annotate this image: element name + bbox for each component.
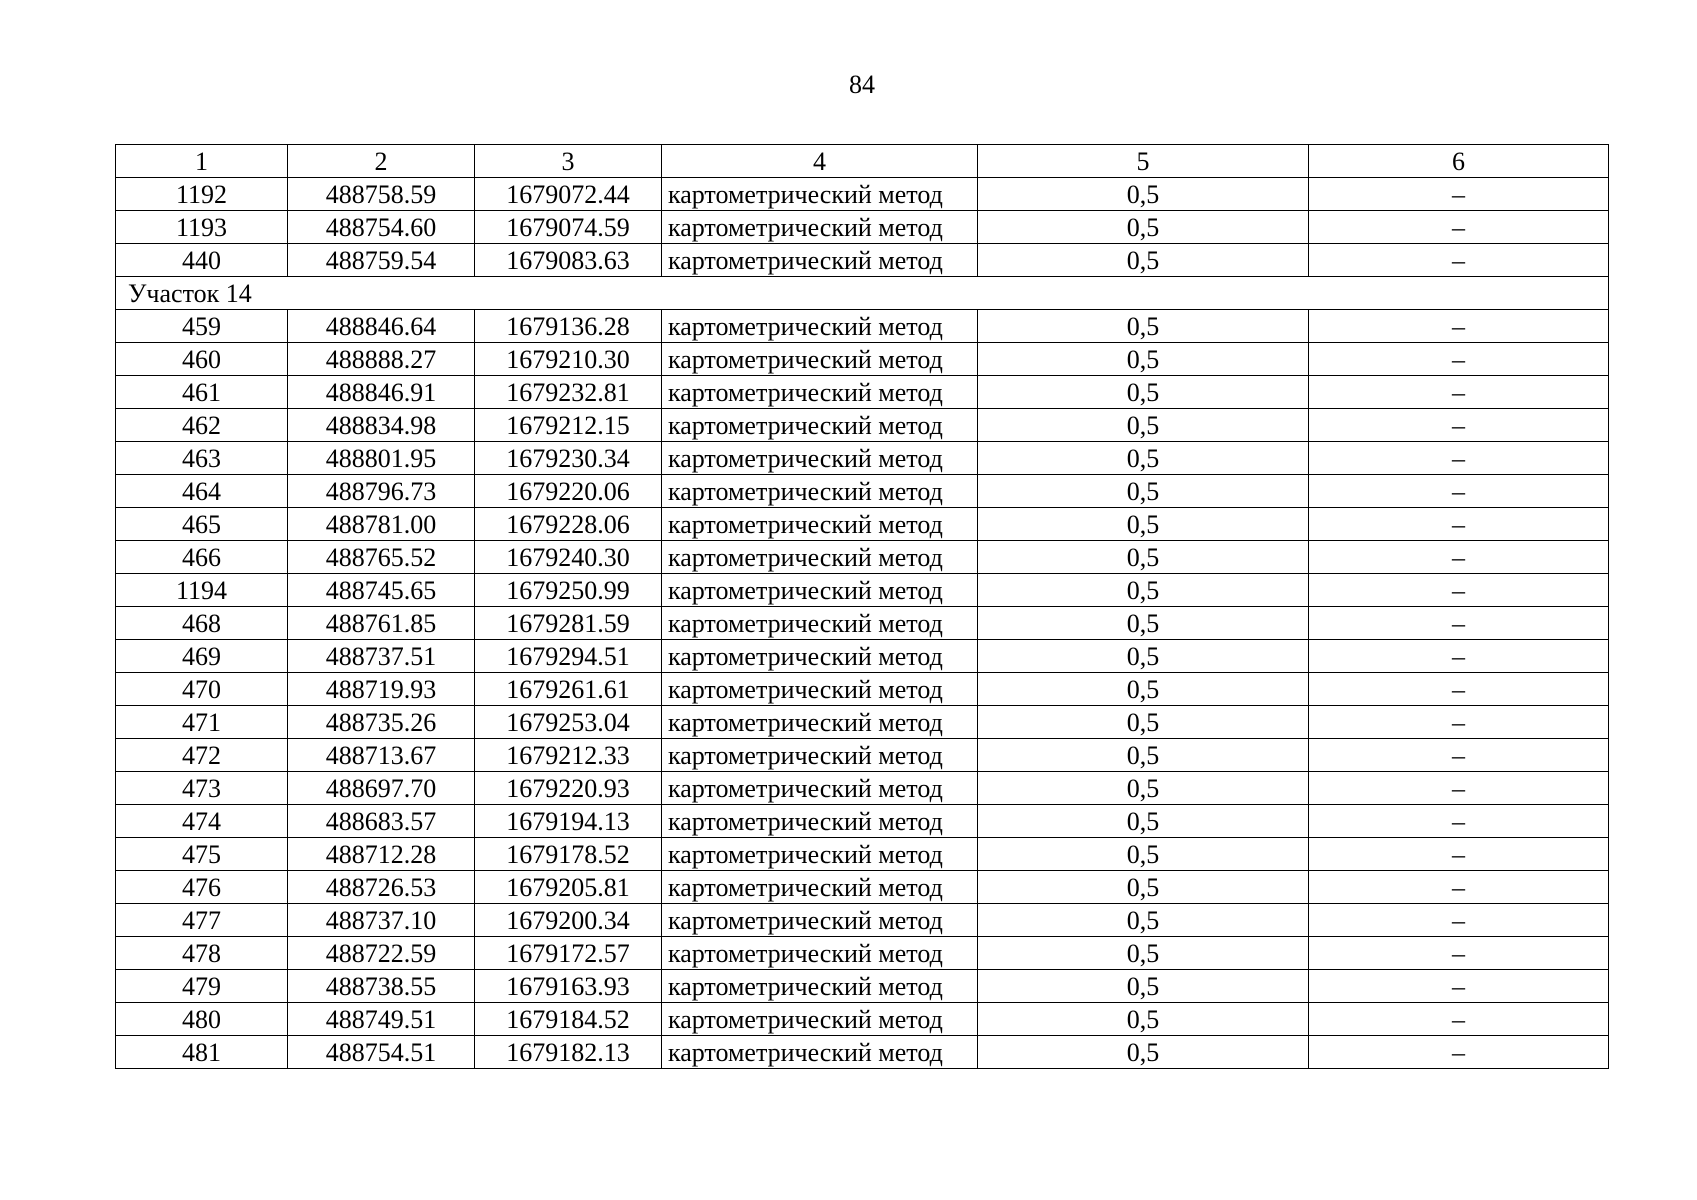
method-cell: картометрический метод (662, 541, 978, 574)
y-coordinate-cell: 1679228.06 (475, 508, 662, 541)
accuracy-cell: 0,5 (978, 904, 1309, 937)
point-number-cell: 1193 (116, 211, 288, 244)
note-cell: – (1309, 376, 1609, 409)
method-cell: картометрический метод (662, 607, 978, 640)
table-row (116, 838, 1609, 871)
accuracy-cell: 0,5 (978, 805, 1309, 838)
point-number-cell: 472 (116, 739, 288, 772)
accuracy-cell: 0,5 (978, 673, 1309, 706)
point-number-cell: 473 (116, 772, 288, 805)
x-coordinate-cell: 488738.55 (288, 970, 475, 1003)
table-row (116, 805, 1609, 838)
method-cell: картометрический метод (662, 475, 978, 508)
table-row (116, 508, 1609, 541)
table-row (116, 310, 1609, 343)
table-row (116, 376, 1609, 409)
point-number-cell: 468 (116, 607, 288, 640)
column-header: 3 (475, 145, 662, 178)
y-coordinate-cell: 1679178.52 (475, 838, 662, 871)
section-title-row (116, 277, 1609, 310)
accuracy-cell: 0,5 (978, 1036, 1309, 1069)
table-row (116, 475, 1609, 508)
point-number-cell: 464 (116, 475, 288, 508)
y-coordinate-cell: 1679083.63 (475, 244, 662, 277)
point-number-cell: 481 (116, 1036, 288, 1069)
note-cell: – (1309, 343, 1609, 376)
accuracy-cell: 0,5 (978, 244, 1309, 277)
table-row (116, 442, 1609, 475)
table-row (116, 1003, 1609, 1036)
column-header: 2 (288, 145, 475, 178)
note-cell: – (1309, 1036, 1609, 1069)
x-coordinate-cell: 488761.85 (288, 607, 475, 640)
method-cell: картометрический метод (662, 937, 978, 970)
point-number-cell: 1194 (116, 574, 288, 607)
y-coordinate-cell: 1679250.99 (475, 574, 662, 607)
column-header: 4 (662, 145, 978, 178)
note-cell: – (1309, 937, 1609, 970)
x-coordinate-cell: 488765.52 (288, 541, 475, 574)
x-coordinate-cell: 488796.73 (288, 475, 475, 508)
table-row (116, 673, 1609, 706)
coordinates-table (115, 144, 1609, 1069)
y-coordinate-cell: 1679253.04 (475, 706, 662, 739)
table-row (116, 739, 1609, 772)
note-cell: – (1309, 475, 1609, 508)
accuracy-cell: 0,5 (978, 838, 1309, 871)
y-coordinate-cell: 1679194.13 (475, 805, 662, 838)
point-number-cell: 460 (116, 343, 288, 376)
point-number-cell: 463 (116, 442, 288, 475)
note-cell: – (1309, 904, 1609, 937)
table-row (116, 640, 1609, 673)
note-cell: – (1309, 673, 1609, 706)
point-number-cell: 469 (116, 640, 288, 673)
table-body (116, 145, 1609, 1069)
table-row (116, 541, 1609, 574)
column-header: 5 (978, 145, 1309, 178)
accuracy-cell: 0,5 (978, 640, 1309, 673)
accuracy-cell: 0,5 (978, 178, 1309, 211)
accuracy-cell: 0,5 (978, 475, 1309, 508)
table-row (116, 904, 1609, 937)
x-coordinate-cell: 488846.91 (288, 376, 475, 409)
note-cell: – (1309, 640, 1609, 673)
method-cell: картометрический метод (662, 640, 978, 673)
point-number-cell: 479 (116, 970, 288, 1003)
table-row (116, 409, 1609, 442)
method-cell: картометрический метод (662, 442, 978, 475)
note-cell: – (1309, 244, 1609, 277)
y-coordinate-cell: 1679074.59 (475, 211, 662, 244)
method-cell: картометрический метод (662, 310, 978, 343)
note-cell: – (1309, 607, 1609, 640)
y-coordinate-cell: 1679172.57 (475, 937, 662, 970)
point-number-cell: 466 (116, 541, 288, 574)
point-number-cell: 1192 (116, 178, 288, 211)
note-cell: – (1309, 772, 1609, 805)
y-coordinate-cell: 1679281.59 (475, 607, 662, 640)
y-coordinate-cell: 1679240.30 (475, 541, 662, 574)
table-row (116, 937, 1609, 970)
method-cell: картометрический метод (662, 409, 978, 442)
point-number-cell: 459 (116, 310, 288, 343)
method-cell: картометрический метод (662, 739, 978, 772)
method-cell: картометрический метод (662, 673, 978, 706)
y-coordinate-cell: 1679220.06 (475, 475, 662, 508)
y-coordinate-cell: 1679163.93 (475, 970, 662, 1003)
accuracy-cell: 0,5 (978, 541, 1309, 574)
x-coordinate-cell: 488737.51 (288, 640, 475, 673)
note-cell: – (1309, 739, 1609, 772)
accuracy-cell: 0,5 (978, 409, 1309, 442)
table-header-row (116, 145, 1609, 178)
page-number: 84 (849, 70, 875, 99)
method-cell: картометрический метод (662, 343, 978, 376)
y-coordinate-cell: 1679136.28 (475, 310, 662, 343)
point-number-cell: 475 (116, 838, 288, 871)
method-cell: картометрический метод (662, 772, 978, 805)
x-coordinate-cell: 488719.93 (288, 673, 475, 706)
point-number-cell: 462 (116, 409, 288, 442)
method-cell: картометрический метод (662, 805, 978, 838)
point-number-cell: 471 (116, 706, 288, 739)
x-coordinate-cell: 488726.53 (288, 871, 475, 904)
method-cell: картометрический метод (662, 376, 978, 409)
accuracy-cell: 0,5 (978, 211, 1309, 244)
note-cell: – (1309, 970, 1609, 1003)
accuracy-cell: 0,5 (978, 574, 1309, 607)
column-header: 6 (1309, 145, 1609, 178)
point-number-cell: 477 (116, 904, 288, 937)
y-coordinate-cell: 1679205.81 (475, 871, 662, 904)
y-coordinate-cell: 1679200.34 (475, 904, 662, 937)
method-cell: картометрический метод (662, 178, 978, 211)
table-row (116, 970, 1609, 1003)
note-cell: – (1309, 178, 1609, 211)
point-number-cell: 470 (116, 673, 288, 706)
method-cell: картометрический метод (662, 1003, 978, 1036)
accuracy-cell: 0,5 (978, 607, 1309, 640)
x-coordinate-cell: 488754.60 (288, 211, 475, 244)
x-coordinate-cell: 488713.67 (288, 739, 475, 772)
point-number-cell: 478 (116, 937, 288, 970)
accuracy-cell: 0,5 (978, 442, 1309, 475)
table-row (116, 706, 1609, 739)
method-cell: картометрический метод (662, 970, 978, 1003)
note-cell: – (1309, 508, 1609, 541)
table-row (116, 1036, 1609, 1069)
x-coordinate-cell: 488712.28 (288, 838, 475, 871)
method-cell: картометрический метод (662, 574, 978, 607)
accuracy-cell: 0,5 (978, 871, 1309, 904)
note-cell: – (1309, 838, 1609, 871)
y-coordinate-cell: 1679212.33 (475, 739, 662, 772)
method-cell: картометрический метод (662, 838, 978, 871)
accuracy-cell: 0,5 (978, 772, 1309, 805)
y-coordinate-cell: 1679182.13 (475, 1036, 662, 1069)
point-number-cell: 476 (116, 871, 288, 904)
table-row (116, 244, 1609, 277)
x-coordinate-cell: 488834.98 (288, 409, 475, 442)
y-coordinate-cell: 1679261.61 (475, 673, 662, 706)
x-coordinate-cell: 488888.27 (288, 343, 475, 376)
section-title: Участок 14 (116, 277, 1609, 310)
accuracy-cell: 0,5 (978, 310, 1309, 343)
note-cell: – (1309, 706, 1609, 739)
note-cell: – (1309, 871, 1609, 904)
accuracy-cell: 0,5 (978, 376, 1309, 409)
x-coordinate-cell: 488737.10 (288, 904, 475, 937)
table-row (116, 343, 1609, 376)
x-coordinate-cell: 488801.95 (288, 442, 475, 475)
accuracy-cell: 0,5 (978, 739, 1309, 772)
table-row (116, 871, 1609, 904)
note-cell: – (1309, 541, 1609, 574)
accuracy-cell: 0,5 (978, 508, 1309, 541)
method-cell: картометрический метод (662, 1036, 978, 1069)
x-coordinate-cell: 488781.00 (288, 508, 475, 541)
method-cell: картометрический метод (662, 508, 978, 541)
y-coordinate-cell: 1679294.51 (475, 640, 662, 673)
point-number-cell: 461 (116, 376, 288, 409)
accuracy-cell: 0,5 (978, 937, 1309, 970)
note-cell: – (1309, 805, 1609, 838)
table-row (116, 574, 1609, 607)
point-number-cell: 440 (116, 244, 288, 277)
point-number-cell: 465 (116, 508, 288, 541)
column-header: 1 (116, 145, 288, 178)
table-row (116, 772, 1609, 805)
note-cell: – (1309, 442, 1609, 475)
x-coordinate-cell: 488759.54 (288, 244, 475, 277)
table-row (116, 211, 1609, 244)
y-coordinate-cell: 1679212.15 (475, 409, 662, 442)
x-coordinate-cell: 488683.57 (288, 805, 475, 838)
note-cell: – (1309, 574, 1609, 607)
x-coordinate-cell: 488697.70 (288, 772, 475, 805)
x-coordinate-cell: 488846.64 (288, 310, 475, 343)
x-coordinate-cell: 488735.26 (288, 706, 475, 739)
x-coordinate-cell: 488754.51 (288, 1036, 475, 1069)
accuracy-cell: 0,5 (978, 970, 1309, 1003)
accuracy-cell: 0,5 (978, 1003, 1309, 1036)
method-cell: картометрический метод (662, 211, 978, 244)
point-number-cell: 480 (116, 1003, 288, 1036)
y-coordinate-cell: 1679184.52 (475, 1003, 662, 1036)
x-coordinate-cell: 488749.51 (288, 1003, 475, 1036)
y-coordinate-cell: 1679230.34 (475, 442, 662, 475)
method-cell: картометрический метод (662, 706, 978, 739)
table-row (116, 607, 1609, 640)
note-cell: – (1309, 211, 1609, 244)
accuracy-cell: 0,5 (978, 343, 1309, 376)
y-coordinate-cell: 1679072.44 (475, 178, 662, 211)
point-number-cell: 474 (116, 805, 288, 838)
x-coordinate-cell: 488758.59 (288, 178, 475, 211)
note-cell: – (1309, 310, 1609, 343)
note-cell: – (1309, 409, 1609, 442)
y-coordinate-cell: 1679232.81 (475, 376, 662, 409)
note-cell: – (1309, 1003, 1609, 1036)
x-coordinate-cell: 488745.65 (288, 574, 475, 607)
method-cell: картометрический метод (662, 904, 978, 937)
y-coordinate-cell: 1679220.93 (475, 772, 662, 805)
method-cell: картометрический метод (662, 244, 978, 277)
y-coordinate-cell: 1679210.30 (475, 343, 662, 376)
x-coordinate-cell: 488722.59 (288, 937, 475, 970)
method-cell: картометрический метод (662, 871, 978, 904)
accuracy-cell: 0,5 (978, 706, 1309, 739)
table-row (116, 178, 1609, 211)
